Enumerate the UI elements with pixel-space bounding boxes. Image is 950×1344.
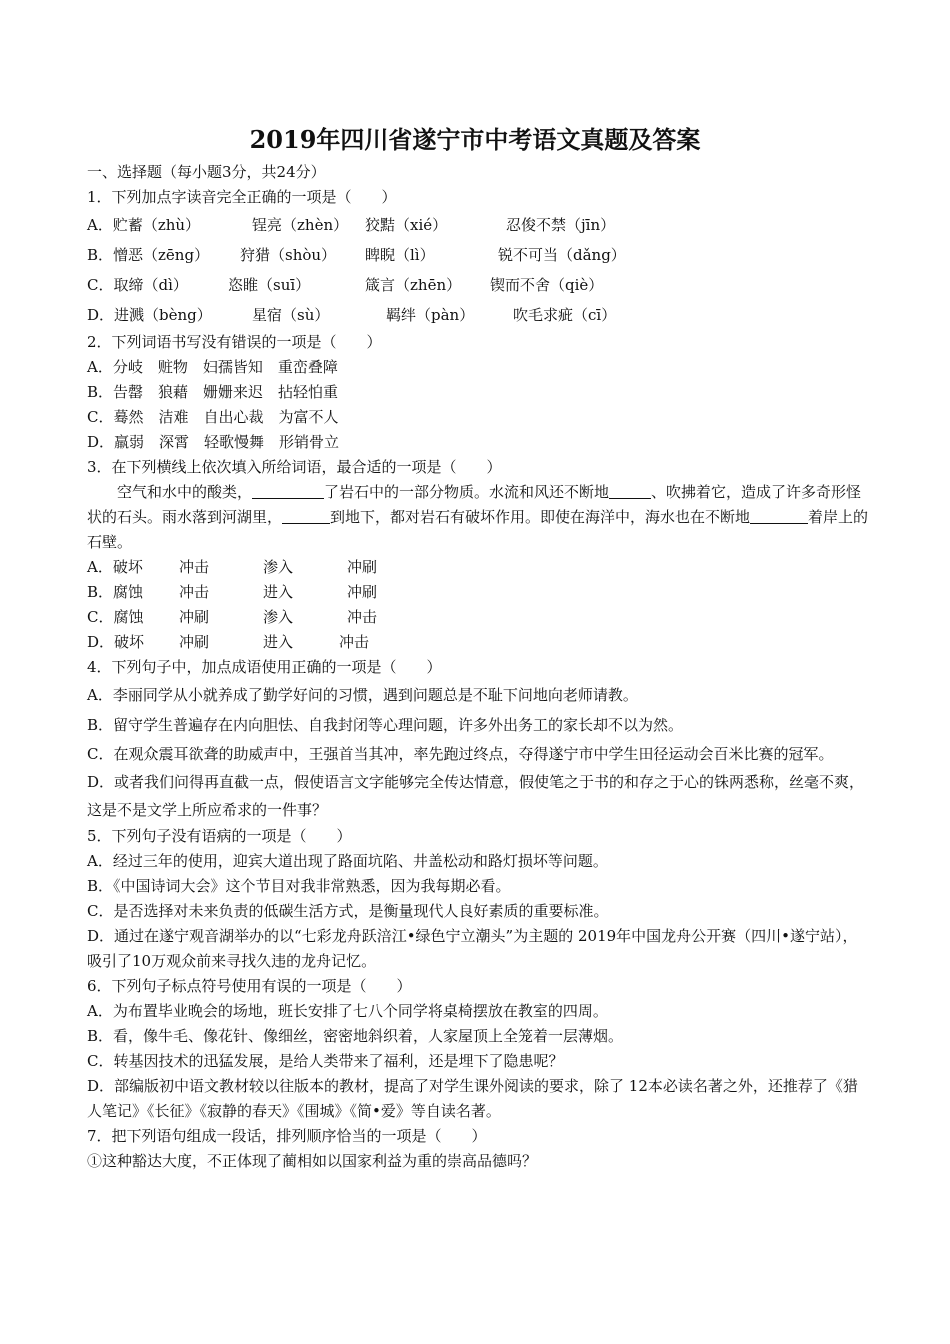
question-6-option-b: B．看，像牛毛、像花针、像细丝，密密地斜织着，人家屋顶上全笼着一层薄烟。	[87, 1027, 624, 1045]
section-heading: 一、选择题（每小题3分，共24分）	[87, 163, 326, 181]
option-term: 忍俊不禁（jīn）	[506, 216, 616, 234]
fill-blank	[252, 483, 324, 499]
question-3-option-c: C．腐蚀 冲刷 渗入 冲击	[87, 608, 378, 626]
question-2-option-a: A．分岐 赃物 妇孺皆知 重峦叠障	[87, 358, 338, 376]
option-term: 吹毛求疵（cī）	[513, 306, 617, 324]
question-7-stem: 7．把下列语句组成一段话，排列顺序恰当的一项是（ ）	[87, 1127, 487, 1145]
question-5-option-d: D．通过在遂宁观音湖举办的以“七彩龙舟跃涪江•绿色宁立潮头”为主题的 2019年中国龙舟公开赛（四川•遂宁站），吸引了10万观众前来寻找久违的龙舟记忆。	[87, 927, 858, 970]
option-term: 狡黠（xié）	[365, 216, 448, 234]
option-term: 睥睨（lì）	[365, 246, 435, 264]
question-5-option-b: B．《中国诗词大会》这个节目对我非常熟悉，因为我每期必看。	[87, 877, 511, 895]
question-5-option-c: C．是否选择对未来负责的低碳生活方式，是衡量现代人良好素质的重要标准。	[87, 902, 609, 920]
option-term: 羁绊（pàn）	[386, 306, 475, 324]
question-1-option-b	[87, 240, 872, 270]
option-term: A．贮蓄（zhù）	[87, 216, 201, 234]
question-3-option-a: A．破坏 冲击 渗入 冲刷	[87, 558, 378, 576]
question-2-option-b: B．告罄 狼藉 姗姗来迟 拈轻怕重	[87, 383, 339, 401]
option-term: D．进溅（bèng）	[87, 306, 212, 324]
page-title: 2019年四川省遂宁市中考语文真题及答案	[249, 125, 701, 154]
option-term: 锲而不舍（qiè）	[490, 276, 604, 294]
question-1-option-c	[87, 270, 872, 300]
option-term: B．憎恶（zēng）	[87, 246, 210, 264]
question-3-option-b: B．腐蚀 冲击 进入 冲刷	[87, 583, 378, 601]
question-5-option-a: A．经过三年的使用，迎宾大道出现了路面坑陷、井盖松动和路灯损坏等问题。	[87, 852, 608, 870]
option-term: 锐不可当（dǎng）	[498, 246, 626, 264]
option-term: 狩猎（shòu）	[240, 246, 337, 264]
question-1-option-d	[87, 300, 872, 330]
question-6-option-c: C．转基因技术的迅猛发展，是给人类带来了福利，还是埋下了隐患呢？	[87, 1052, 564, 1070]
option-term: C．取缔（dì）	[87, 276, 188, 294]
question-1-option-a	[87, 210, 872, 240]
question-3-passage: 空气和水中的酸类， 了岩石中的一部分物质。水流和风还不断地 、吹拂着它，造成了许多奇形怪状的石头。雨水落到河湖里， 到地下，都对岩石有破坏作用。即使在海洋中，海水也在不断地 着岸上的石壁。	[87, 483, 869, 551]
option-term: 星宿（sù）	[252, 306, 330, 324]
option-term: 锃亮（zhèn）	[252, 216, 349, 234]
question-5-stem: 5．下列句子没有语病的一项是（ ）	[87, 827, 352, 845]
question-4-option-b: B．留守学生普遍存在内向胆怯、自我封闭等心理问题，许多外出务工的家长却不以为然。	[87, 716, 684, 734]
question-4-option-c: C．在观众震耳欲聋的助威声中，王强首当其冲，率先跑过终点，夺得遂宁市中学生田径运动会百米比赛的冠军。	[87, 745, 834, 763]
fill-blank	[282, 508, 330, 524]
question-2-option-d: D．羸弱 深霄 轻歌慢舞 形销骨立	[87, 433, 340, 451]
question-6-option-a: A．为布置毕业晚会的场地，班长安排了七八个同学将桌椅摆放在教室的四周。	[87, 1002, 608, 1020]
option-term: 箴言（zhēn）	[365, 276, 462, 294]
fill-blank	[750, 508, 808, 524]
question-2-stem: 2．下列词语书写没有错误的一项是（ ）	[87, 333, 382, 351]
question-4-option-d: D．或者我们问得再直截一点，假使语言文字能够完全传达情意，假使笔之于书的和存之于心的铢两悉称，丝毫不爽，这是不是文学上所应希求的一件事？	[87, 773, 865, 819]
question-4-option-a: A．李丽同学从小就养成了勤学好问的习惯，遇到问题总是不耻下问地向老师请教。	[87, 686, 638, 704]
option-term: 恣睢（suī）	[228, 276, 311, 294]
fill-blank	[609, 483, 651, 499]
question-1-stem: 1．下列加点字读音完全正确的一项是（ ）	[87, 188, 397, 206]
question-6-stem: 6．下列句子标点符号使用有误的一项是（ ）	[87, 977, 412, 995]
question-7-sentence-1: ①这种豁达大度，不正体现了蔺相如以国家利益为重的崇高品德吗？	[87, 1152, 538, 1170]
question-3-stem: 3．在下列横线上依次填入所给词语，最合适的一项是（ ）	[87, 458, 502, 476]
question-2-option-c: C．蓦然 洁难 自出心裁 为富不人	[87, 408, 339, 426]
question-4-stem: 4．下列句子中，加点成语使用正确的一项是（ ）	[87, 658, 442, 676]
question-6-option-d: D．部编版初中语文教材较以往版本的教材，提高了对学生课外阅读的要求，除了 12本必读名著之外，还推荐了《猎人笔记》《长征》《寂静的春天》《围城》《简•爱》等自读名著。	[87, 1077, 858, 1120]
question-3-option-d: D．破坏 冲刷 进入 冲击	[87, 633, 370, 651]
exam-content	[87, 160, 872, 1174]
